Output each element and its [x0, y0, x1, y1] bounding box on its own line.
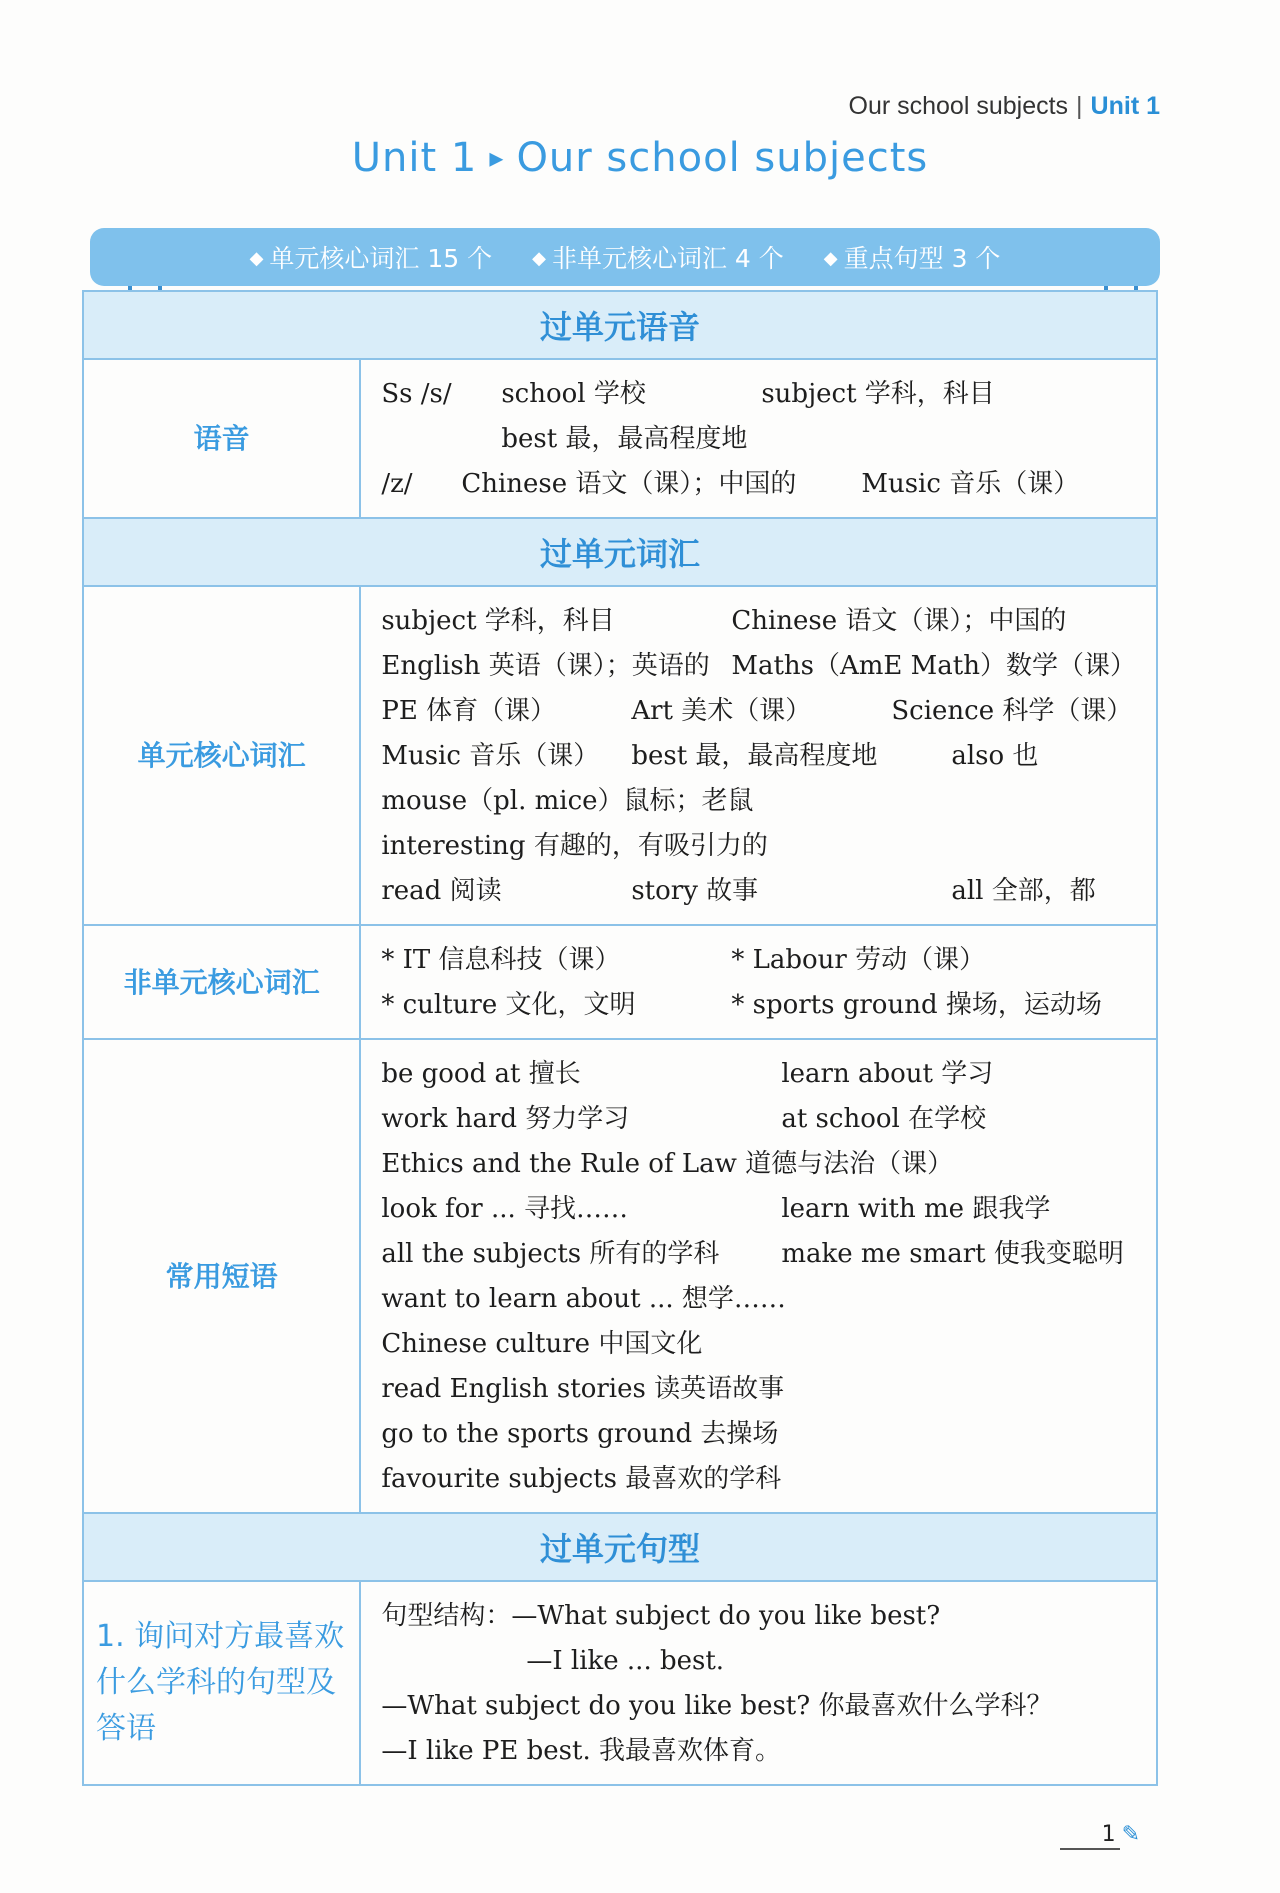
core-vocab-content [360, 586, 1157, 925]
footer-rule [1060, 1848, 1120, 1850]
phrase-item: be good at 擅长 [381, 1059, 581, 1089]
arrow-right-icon: ▸ [489, 141, 505, 174]
phrase-item: Chinese culture 中国文化 [381, 1329, 703, 1359]
vocab-item: story 故事 [631, 876, 759, 906]
vocab-item: * culture 文化，文明 [381, 990, 636, 1020]
vocab-item: Art 美术（课） [631, 696, 812, 726]
banner-item: ◆ 非单元核心词汇 4 个 [532, 244, 784, 273]
sentence-pattern-content [360, 1581, 1157, 1785]
page-title [0, 135, 1280, 181]
summary-table [82, 290, 1158, 1786]
phonics-word: Chinese 语文（课）；中国的 [461, 469, 797, 499]
section-heading-phonics: 过单元语音 [83, 291, 1157, 359]
diamond-icon: ◆ [249, 248, 264, 269]
vocab-item: * Labour 劳动（课） [731, 945, 986, 975]
phrase-item: make me smart 使我变聪明 [781, 1239, 1124, 1269]
title-unit: Unit 1 [351, 135, 478, 181]
phrase-item: all the subjects 所有的学科 [381, 1239, 720, 1269]
phrase-item: work hard 努力学习 [381, 1104, 630, 1134]
header-unit: Unit 1 [1090, 92, 1160, 120]
phonics-word: Music 音乐（课） [861, 469, 1080, 499]
vocab-item: * IT 信息科技（课） [381, 945, 621, 975]
vocab-item: Chinese 语文（课）；中国的 [731, 606, 1067, 636]
vocab-item: Maths（AmE Math）数学（课） [731, 651, 1136, 681]
vocab-item: all 全部，都 [951, 876, 1096, 906]
phrase-item: at school 在学校 [781, 1104, 987, 1134]
phrase-item: want to learn about ... 想学…… [381, 1284, 786, 1314]
phonics-word: best 最，最高程度地 [501, 424, 748, 454]
vocab-item: mouse（pl. mice）鼠标；老鼠 [381, 786, 754, 816]
example-answer: —I like PE best. 我最喜欢体育。 [381, 1736, 782, 1766]
example-question: —What subject do you like best? 你最喜欢什么学科？ [381, 1691, 1053, 1721]
phrase-item: learn about 学习 [781, 1059, 994, 1089]
header-separator: | [1076, 92, 1083, 120]
vocab-item: also 也 [951, 741, 1039, 771]
diamond-icon: ◆ [823, 248, 838, 269]
page-number-text: 1 [1101, 1822, 1116, 1847]
title-name: Our school subjects [516, 135, 929, 181]
phonics-label: 语音 [83, 359, 360, 518]
section-heading-sentences: 过单元句型 [83, 1513, 1157, 1581]
vocab-item: read 阅读 [381, 876, 502, 906]
phonics-content [360, 359, 1157, 518]
noncore-vocab-label: 非单元核心词汇 [83, 925, 360, 1039]
sentence-pattern-label: 1. 询问对方最喜欢什么学科的句型及答语 [83, 1581, 360, 1785]
phrase-item: learn with me 跟我学 [781, 1194, 1051, 1224]
phrase-item: read English stories 读英语故事 [381, 1374, 785, 1404]
phonics-word: school 学校 [501, 379, 646, 409]
banner-item: ◆ 重点句型 3 个 [823, 244, 1001, 273]
pencil-icon: ✎ [1121, 1822, 1140, 1847]
header-subject: Our school subjects [848, 92, 1069, 120]
phrases-content [360, 1039, 1157, 1513]
banner-item: ◆ 单元核心词汇 15 个 [249, 244, 493, 273]
pattern-structure: 句型结构：—What subject do you like best? [381, 1601, 941, 1631]
page-number [1102, 1822, 1140, 1847]
vocab-item: * sports ground 操场，运动场 [731, 990, 1102, 1020]
noncore-vocab-content [360, 925, 1157, 1039]
vocab-item: English 英语（课）；英语的 [381, 651, 710, 681]
vocab-item: subject 学科，科目 [381, 606, 615, 636]
vocab-item: interesting 有趣的，有吸引力的 [381, 831, 768, 861]
sound-z: /z/ [381, 469, 413, 499]
vocab-item: Music 音乐（课） [381, 741, 600, 771]
vocab-item: Science 科学（课） [891, 696, 1133, 726]
section-heading-vocab: 过单元词汇 [83, 518, 1157, 586]
vocab-item: PE 体育（课） [381, 696, 557, 726]
phrases-label: 常用短语 [83, 1039, 360, 1513]
phrase-item: look for ... 寻找…… [381, 1194, 629, 1224]
phrase-item: Ethics and the Rule of Law 道德与法治（课） [381, 1149, 954, 1179]
core-vocab-label: 单元核心词汇 [83, 586, 360, 925]
phonics-word: subject 学科，科目 [761, 379, 995, 409]
running-header [849, 92, 1161, 121]
phrase-item: favourite subjects 最喜欢的学科 [381, 1464, 782, 1494]
phrase-item: go to the sports ground 去操场 [381, 1419, 779, 1449]
vocab-item: best 最，最高程度地 [631, 741, 878, 771]
sound-s: Ss /s/ [381, 379, 452, 409]
pattern-answer: —I like ... best. [526, 1646, 725, 1676]
summary-banner [90, 228, 1160, 286]
diamond-icon: ◆ [532, 248, 546, 269]
